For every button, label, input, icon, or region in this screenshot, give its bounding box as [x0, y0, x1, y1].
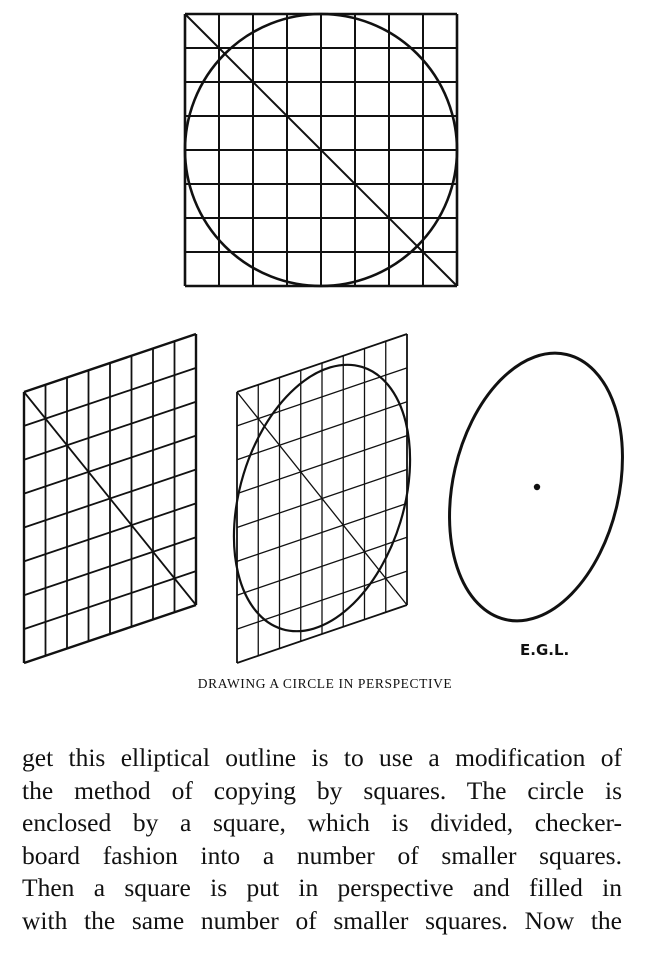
- figure-caption: DRAWING A CIRCLE IN PERSPECTIVE: [197, 676, 453, 691]
- text-line: get this elliptical outline is to use a modification of: [22, 743, 622, 772]
- text-line: the method of copying by squares. The circle is: [22, 775, 622, 805]
- center-dot: [534, 484, 540, 490]
- body-paragraph: [22, 742, 622, 937]
- ellipse-drawing: [425, 336, 648, 638]
- text-line: with the same number of smaller squares. Now the: [22, 905, 622, 935]
- artist-initials: E.G.L.: [520, 641, 570, 659]
- text-line: enclosed by a square, which is divided, checker-: [22, 808, 622, 837]
- square-grid-with-circle: [185, 14, 457, 286]
- text-line: Then a square is put in perspective and filled in: [22, 873, 622, 902]
- text-line: board fashion into a number of smaller squares.: [22, 840, 622, 870]
- perspective-grid: [24, 334, 196, 663]
- perspective-grid-with-ellipse: [204, 334, 441, 663]
